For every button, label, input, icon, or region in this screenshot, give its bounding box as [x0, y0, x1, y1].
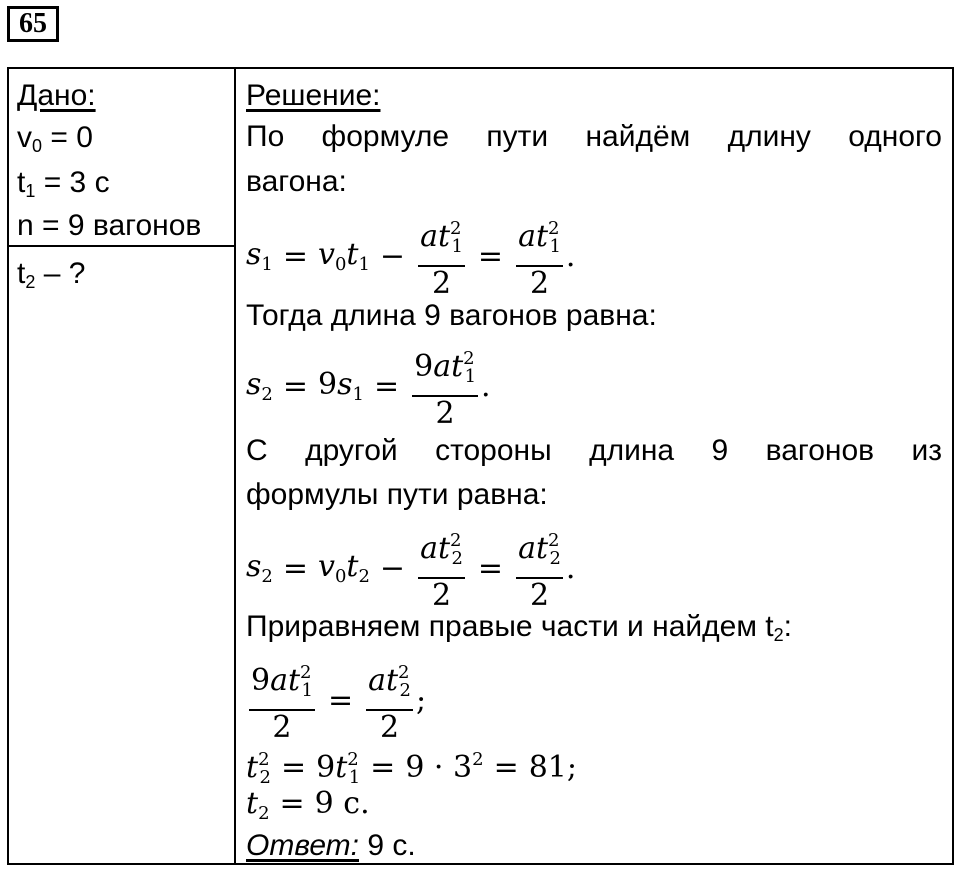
given-n: n = 9 вагонов — [17, 209, 202, 242]
solution-text-3b: формулы пути равна: — [246, 478, 548, 511]
solution-header: Решение: — [246, 79, 381, 112]
solution-text-3a: С другой стороны длина 9 вагонов из — [246, 434, 942, 467]
solution-text-2: Тогда длина 9 вагонов равна: — [246, 299, 657, 332]
problem-number: 65 — [7, 6, 59, 42]
given-v0: $v_0 = 0$ — [17, 121, 93, 156]
solution-text-1a: По формуле пути найдём длину одного — [246, 120, 942, 153]
answer — [246, 828, 416, 864]
column-divider — [234, 67, 236, 865]
solution-text-4: Приравняем правые части и найдем $t_2$: — [246, 610, 792, 645]
find-t2: $t_2$ – ? — [17, 257, 86, 292]
solution-text-1b: вагона: — [246, 165, 347, 198]
given-header: Дано: — [17, 79, 96, 112]
answer-label: Ответ: — [246, 829, 359, 862]
formula-equation: $\frac{9at^2_1}{2}$ = $\frac{at^2_2}{2}$ ; — [246, 664, 426, 736]
formula-t2-squared: $t^2_2 = 9t^2_1 = 9 \cdot 3^2 = 81$; — [246, 749, 577, 788]
given-t1: $t_1 = 3$ с — [17, 166, 110, 201]
formula-t2-result: $t_2 = 9$ с. — [246, 786, 370, 824]
formula-s2-nine: $s_2$ = $9s_1$ = $\frac{9at^2_1}{2}$ . — [246, 350, 491, 422]
formula-s1: $s_1$ = $v_0t_1$ − $\frac{at^2_1}{2}$ = $\frac{at^2_1}{2}$ . — [246, 220, 575, 292]
formula-s2-path: $s_2$ = $v_0t_2$ − $\frac{at^2_2}{2}$ = $\frac{at^2_2}{2}$ . — [246, 532, 575, 604]
given-divider — [7, 245, 236, 247]
answer-value: 9 с. — [359, 829, 416, 862]
